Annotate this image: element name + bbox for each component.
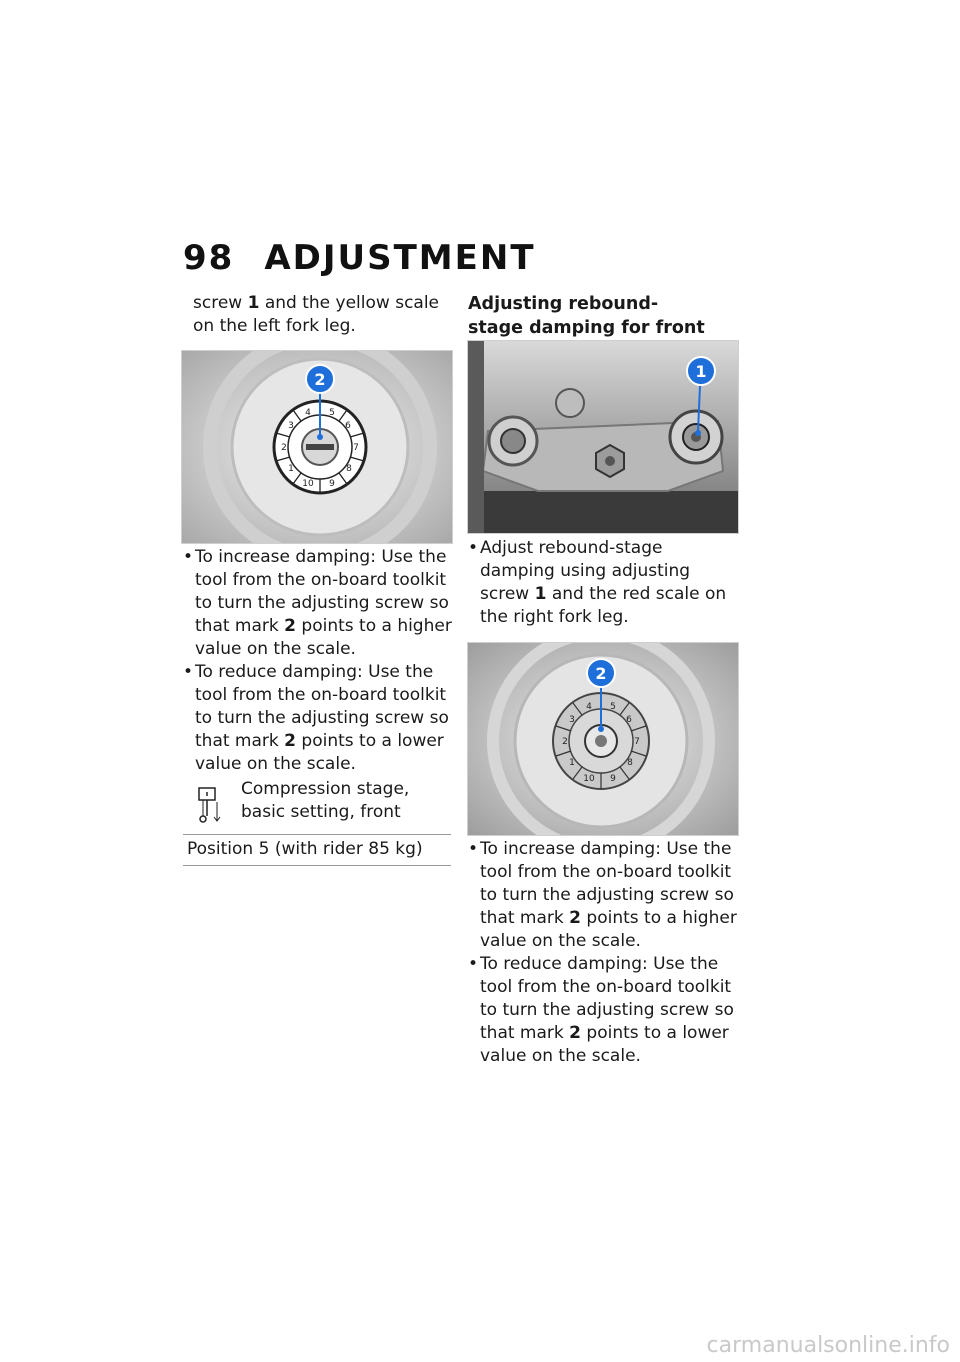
setting-label: Compression stage, basic setting, front (241, 779, 410, 822)
svg-text:7: 7 (634, 737, 640, 747)
svg-text:5: 5 (329, 408, 335, 418)
page-header (183, 238, 536, 278)
left-bullets (183, 546, 453, 776)
intro-rest: and the yellow scale on the left fork leg. (193, 293, 440, 336)
svg-text:9: 9 (610, 774, 616, 784)
svg-text:1: 1 (288, 464, 294, 474)
bullet-increase-damping-right: • To increase damping: Use the tool from the on-board toolkit to turn the adjusting screw so that mark 2 points to a higher value on the scale. (468, 838, 738, 953)
callout-1-label: 1 (695, 362, 707, 381)
setting-value: Position 5 (with rider 85 kg) (187, 839, 423, 859)
svg-text:6: 6 (345, 421, 351, 431)
svg-text:1: 1 (569, 758, 575, 768)
watermark: carmanualsonline.info (706, 1333, 950, 1358)
setting-header-row (183, 774, 451, 835)
intro-prefix: screw (193, 293, 243, 313)
svg-text:5: 5 (610, 702, 616, 712)
bullet-reduce-damping: • To reduce damping: Use the tool from the on-board toolkit to turn the adjusting screw so that mark 2 points to a lower value on the scale. (183, 661, 453, 776)
ref-1: 1 (247, 293, 260, 313)
intro-paragraph (183, 292, 448, 338)
right-bullets (468, 838, 738, 1068)
suspension-setting-icon (183, 778, 235, 828)
svg-text:10: 10 (583, 774, 595, 784)
page-number: 98 (183, 238, 235, 278)
page-title: ADJUSTMENT (264, 238, 536, 278)
bullet-increase-damping: • To increase damping: Use the tool from the on-board toolkit to turn the adjusting screw so that mark 2 points to a higher value on the scale. (183, 546, 453, 661)
bullet-reduce-damping-right: • To reduce damping: Use the tool from the on-board toolkit to turn the adjusting screw so that mark 2 points to a lower value on the scale. (468, 953, 738, 1068)
svg-text:9: 9 (329, 479, 335, 489)
left-column (183, 292, 453, 338)
svg-text:6: 6 (626, 715, 632, 725)
svg-text:3: 3 (288, 421, 294, 431)
svg-text:4: 4 (586, 702, 592, 712)
rebound-dial-figure (467, 642, 739, 836)
compression-dial-figure (181, 350, 453, 544)
svg-text:4: 4 (305, 408, 311, 418)
svg-text:8: 8 (627, 758, 633, 768)
svg-text:3: 3 (569, 715, 575, 725)
bullet-adjust-rebound: • Adjust rebound-stage damping using adjusting screw 1 and the red scale on the right fork leg. (468, 537, 738, 629)
callout-2-label: 2 (314, 370, 326, 389)
svg-text:8: 8 (346, 464, 352, 474)
setting-table (183, 774, 451, 866)
compression-dial-illustration (182, 351, 452, 543)
fork-top-figure (467, 340, 739, 534)
rebound-dial-illustration (468, 643, 738, 835)
callout-2-label-right: 2 (595, 664, 607, 683)
svg-text:7: 7 (353, 443, 359, 453)
fork-top-illustration (468, 341, 738, 533)
section-heading: Adjusting rebound-stage damping for front (468, 294, 705, 338)
right-bullet-adjust (468, 537, 738, 629)
svg-text:10: 10 (302, 479, 314, 489)
svg-text:2: 2 (562, 737, 568, 747)
svg-text:2: 2 (281, 443, 287, 453)
